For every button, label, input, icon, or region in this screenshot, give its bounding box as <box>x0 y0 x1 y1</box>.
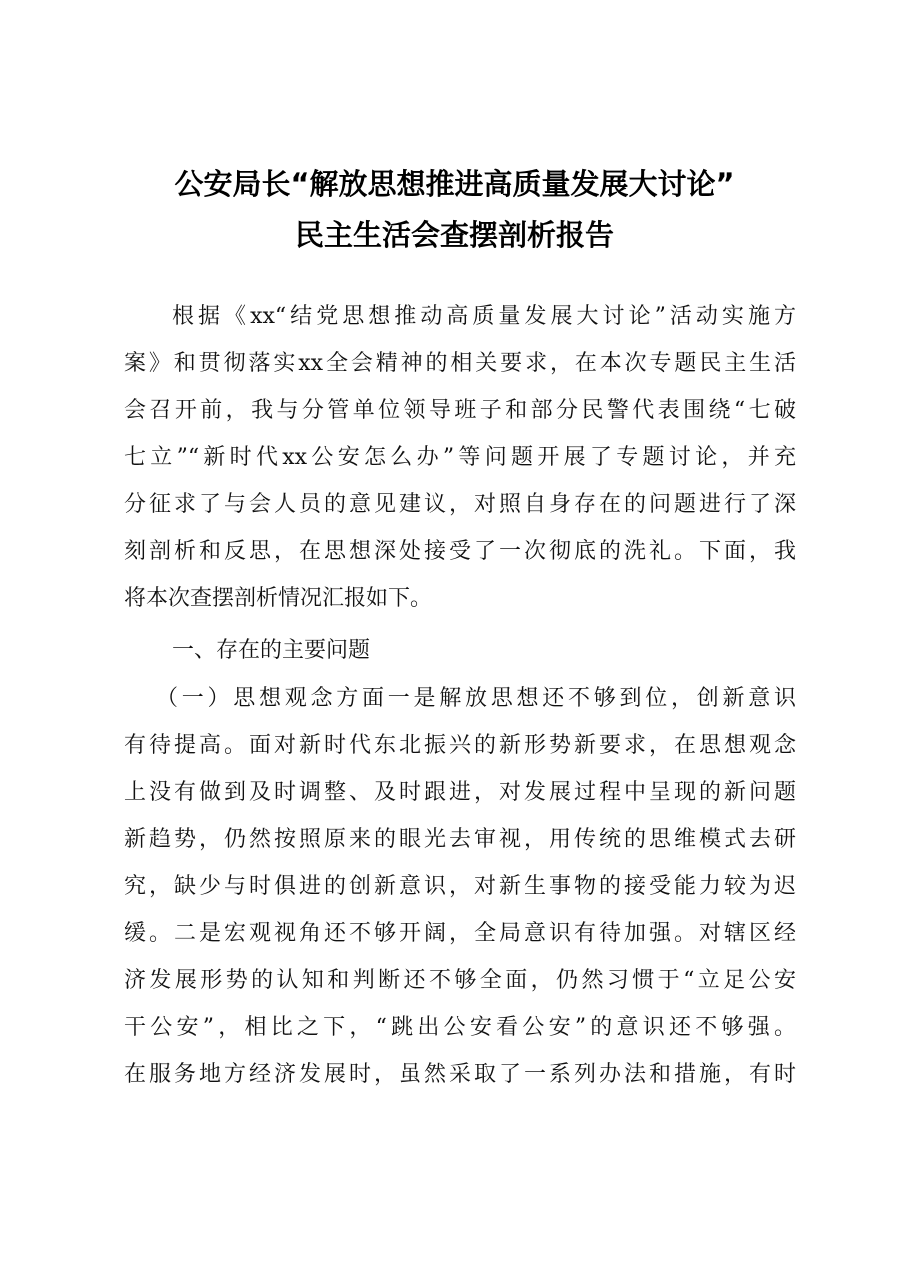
paragraph-1-line-2: 案》和贯彻落实xx全会精神的相关要求，在本次专题民主生活 <box>124 351 796 376</box>
paragraph-1-line-4: 七立”“新时代xx公安怎么办”等问题开展了专题讨论，并充 <box>124 445 796 470</box>
paragraph-3-line-3: 上没有做到及时调整、及时跟进，对发展过程中呈现的新问题 <box>124 780 796 805</box>
paragraph-3-line-8: 干公安”，相比之下，“跳出公安看公安”的意识还不够强。 <box>124 1015 796 1040</box>
paragraph-3-line-6: 缓。二是宏观视角还不够开阔，全局意识有待加强。对辖区经 <box>124 921 796 946</box>
paragraph-1-line-5: 分征求了与会人员的意见建议，对照自身存在的问题进行了深 <box>124 492 796 517</box>
document-title-line-1: 公安局长“解放思想推进高质量发展大讨论” <box>174 167 735 201</box>
paragraph-3-line-4: 新趋势，仍然按照原来的眼光去审视，用传统的思维模式去研 <box>124 827 796 852</box>
paragraph-1-line-1: 根据《xx“结党思想推动高质量发展大讨论”活动实施方 <box>172 304 796 329</box>
paragraph-3-line-1: （一）思想观念方面一是解放思想还不够到位，创新意识 <box>156 686 796 711</box>
section-heading: 一、存在的主要问题 <box>172 638 371 663</box>
paragraph-1-line-3: 会召开前，我与分管单位领导班子和部分民警代表围绕“七破 <box>124 398 796 423</box>
paragraph-1-line-6: 刻剖析和反思，在思想深处接受了一次彻底的洗礼。下面，我 <box>124 539 796 564</box>
paragraph-3-line-2: 有待提高。面对新时代东北振兴的新形势新要求，在思想观念 <box>124 733 796 758</box>
paragraph-3-line-9: 在服务地方经济发展时，虽然采取了一系列办法和措施，有时 <box>124 1062 796 1087</box>
paragraph-3-line-7: 济发展形势的认知和判断还不够全面，仍然习惯于“立足公安 <box>124 968 796 993</box>
paragraph-1-line-7: 将本次查摆剖析情况汇报如下。 <box>124 586 433 611</box>
paragraph-3-line-5: 究，缺少与时俱进的创新意识，对新生事物的接受能力较为迟 <box>124 874 796 899</box>
document-title-line-2: 民主生活会查摆剖析报告 <box>294 218 614 252</box>
